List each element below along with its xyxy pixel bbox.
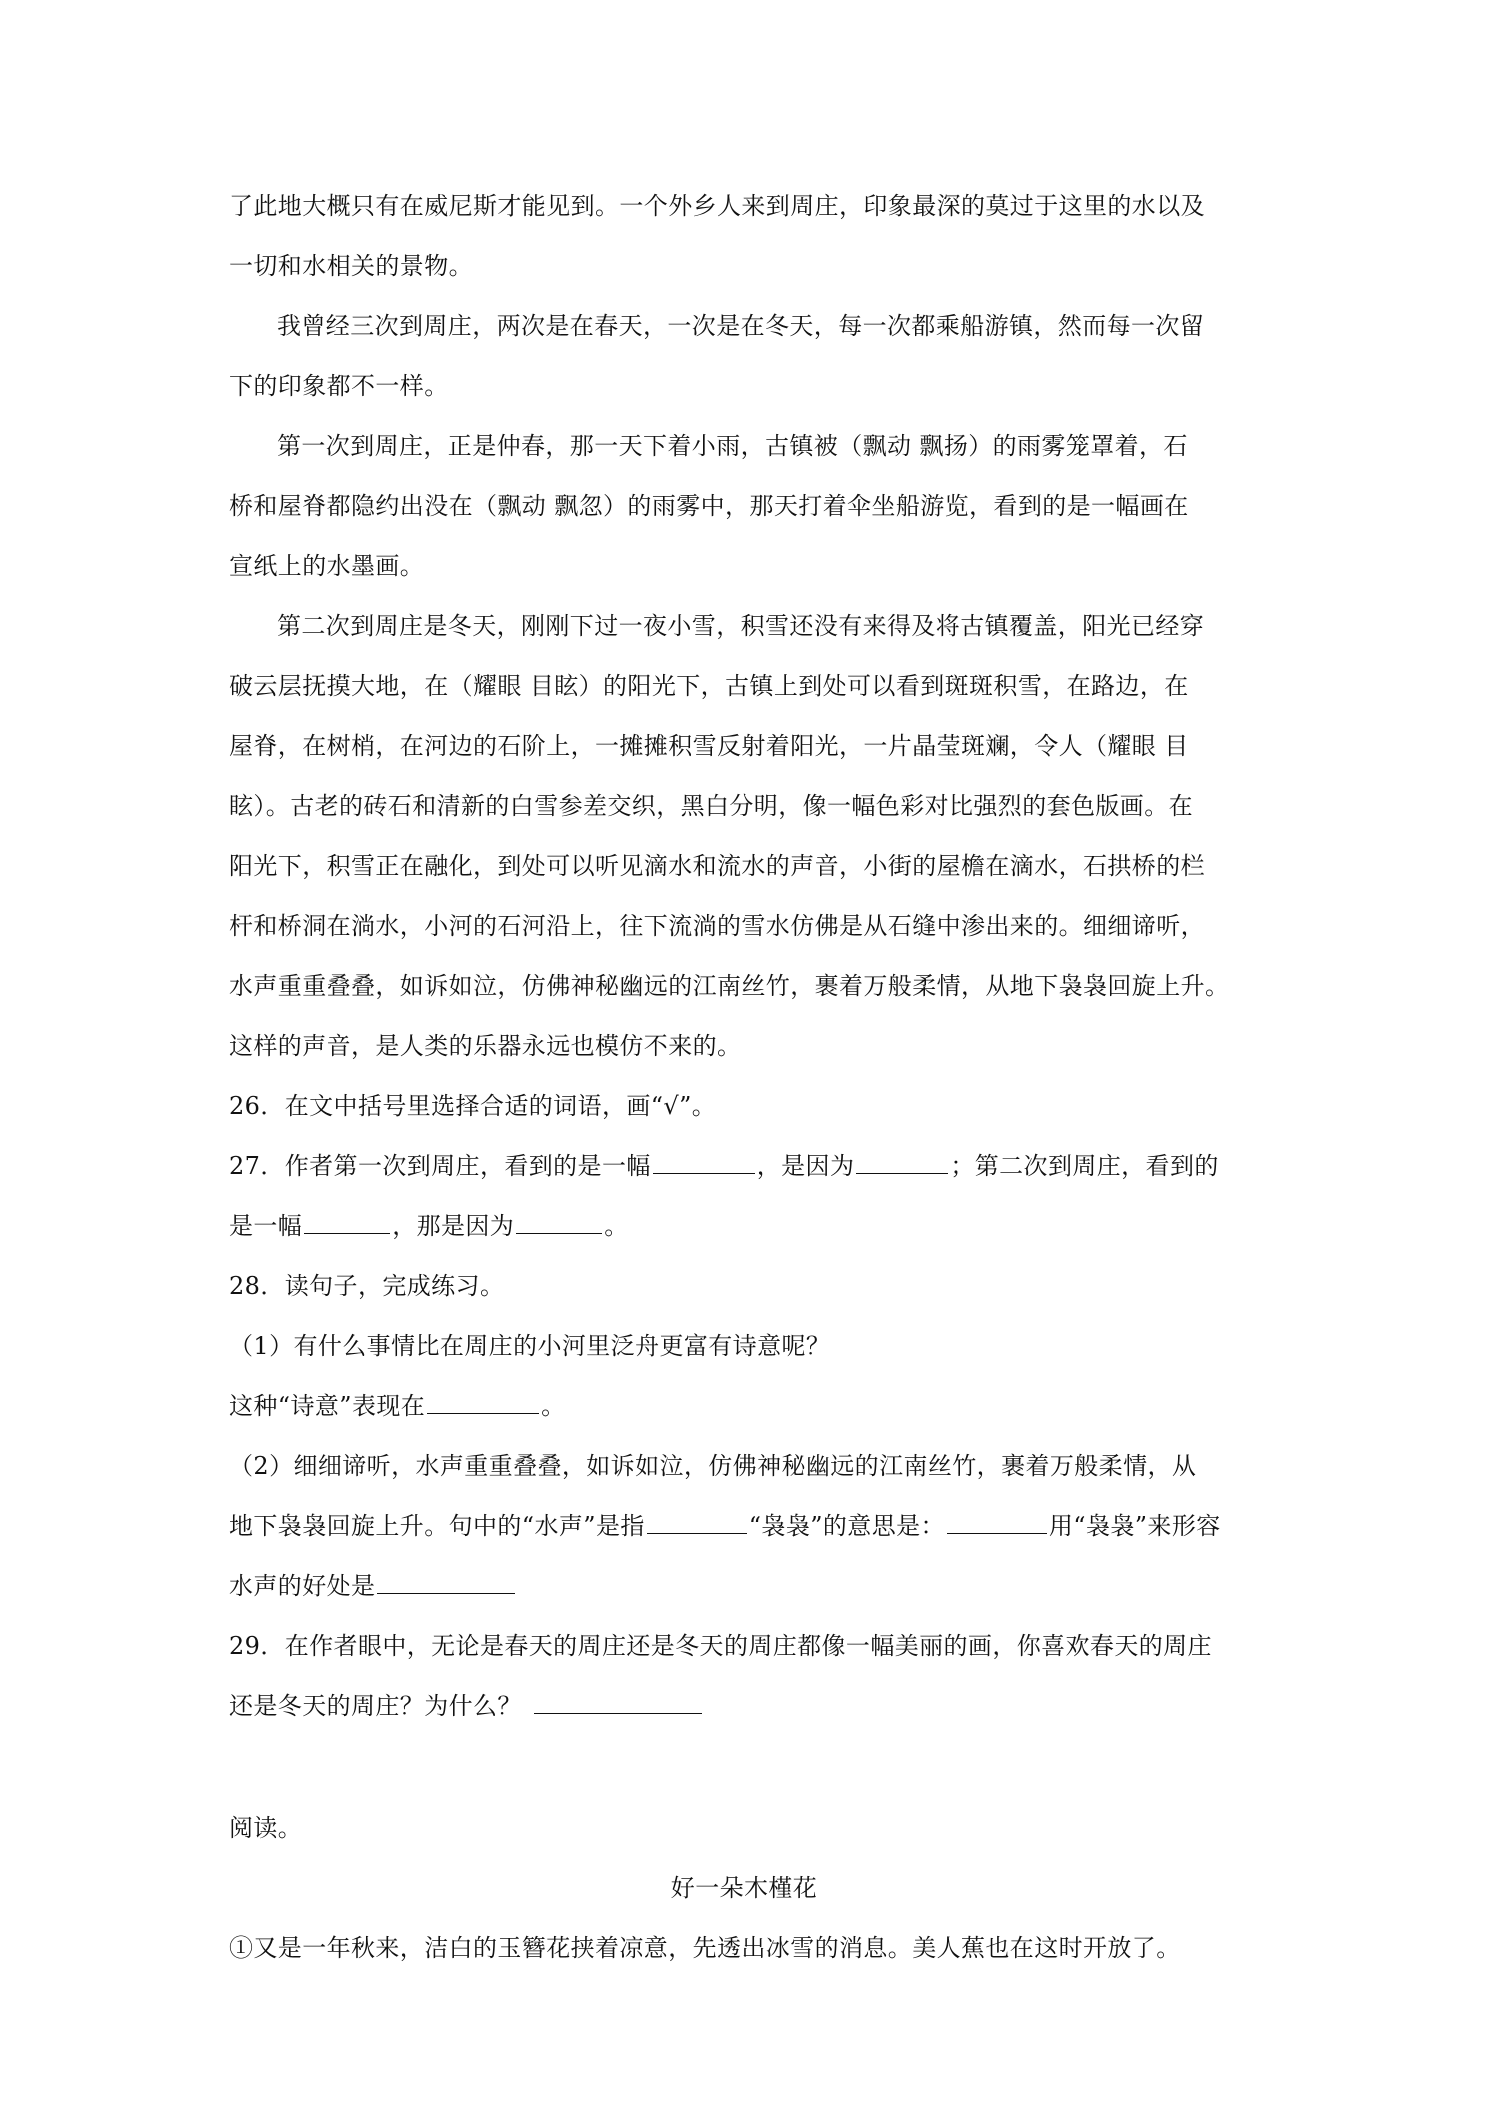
subquestion-2: （2）细细谛听，水声重重叠叠，如诉如泣，仿佛神秘幽远的江南丝竹，裹着万般柔情，从 <box>229 1452 1197 1480</box>
text-line <box>229 1376 1259 1436</box>
passage-paragraph-4 <box>229 596 1259 1076</box>
text-line: 一切和水相关的景物。 <box>229 252 473 280</box>
text-line: 屋脊，在树梢，在河边的石阶上，一摊摊积雪反射着阳光，一片晶莹斑斓，令人（耀眼 目 <box>229 732 1189 760</box>
question-text: 是一幅 <box>229 1212 303 1240</box>
text-line: 第一次到周庄，正是仲春，那一天下着小雨，古镇被（飘动 飘扬）的雨雾笼罩着，石 <box>277 432 1188 460</box>
text-line: 29．在作者眼中，无论是春天的周庄还是冬天的周庄都像一幅美丽的画，你喜欢春天的周庄 <box>229 1632 1212 1660</box>
text-line <box>229 1676 1259 1736</box>
text-line: 杆和桥洞在淌水，小河的石河沿上，往下流淌的雪水仿佛是从石缝中渗出来的。细细谛听， <box>229 912 1205 940</box>
text-line: ①又是一年秋来，洁白的玉簪花挟着凉意，先透出冰雪的消息。美人蕉也在这时开放了。 <box>229 1934 1181 1962</box>
question-text: ，是因为 <box>756 1152 855 1180</box>
text-line: 阳光下，积雪正在融化，到处可以听见滴水和流水的声音，小街的屋檐在滴水，石拱桥的栏 <box>229 852 1205 880</box>
question-28 <box>229 1256 1259 1616</box>
question-text: “袅袅”的意思是： <box>748 1512 945 1540</box>
section-label: 阅读。 <box>229 1814 303 1842</box>
question-26: 26．在文中括号里选择合适的词语，画“√”。 <box>229 1092 717 1120</box>
question-text: 地下袅袅回旋上升。句中的“水声”是指 <box>229 1512 645 1540</box>
answer-blank[interactable] <box>304 1211 390 1234</box>
text-line <box>229 1196 1259 1256</box>
question-29 <box>229 1616 1259 1736</box>
text-line: 破云层抚摸大地，在（耀眼 目眩）的阳光下，古镇上到处可以看到斑斑积雪，在路边，在 <box>229 672 1189 700</box>
passage-title: 好一朵木槿花 <box>670 1874 818 1902</box>
document-page <box>229 176 1259 1978</box>
answer-blank[interactable] <box>377 1571 515 1594</box>
question-text: 这种“诗意”表现在 <box>229 1392 426 1420</box>
answer-blank[interactable] <box>947 1511 1047 1534</box>
question-text: ；第二次到周庄，看到的 <box>950 1152 1219 1180</box>
text-line: 宣纸上的水墨画。 <box>229 552 425 580</box>
passage-paragraph-2 <box>229 296 1259 416</box>
text-line <box>229 1136 1259 1196</box>
text-line <box>229 1496 1259 1556</box>
section-gap <box>229 1736 1259 1798</box>
answer-blank[interactable] <box>427 1391 539 1414</box>
answer-blank[interactable] <box>856 1151 948 1174</box>
question-heading: 28．读句子，完成练习。 <box>229 1272 505 1300</box>
subquestion-1: （1）有什么事情比在周庄的小河里泛舟更富有诗意呢？ <box>229 1332 831 1360</box>
question-text: 用“袅袅”来形容 <box>1048 1512 1221 1540</box>
text-line: 桥和屋脊都隐约出没在（飘动 飘忽）的雨雾中，那天打着伞坐船游览，看到的是一幅画在 <box>229 492 1189 520</box>
answer-blank[interactable] <box>534 1691 702 1714</box>
answer-blank[interactable] <box>653 1151 755 1174</box>
text-line: 下的印象都不一样。 <box>229 372 449 400</box>
answer-blank[interactable] <box>647 1511 747 1534</box>
question-text: 水声的好处是 <box>229 1572 376 1600</box>
text-line: 水声重重叠叠，如诉如泣，仿佛神秘幽远的江南丝竹，裹着万般柔情，从地下袅袅回旋上升。 <box>229 972 1230 1000</box>
text-line: 了此地大概只有在威尼斯才能见到。一个外乡人来到周庄，印象最深的莫过于这里的水以及 <box>229 192 1205 220</box>
answer-blank[interactable] <box>516 1211 602 1234</box>
text-line: 眩）。古老的砖石和清新的白雪参差交织，黑白分明，像一幅色彩对比强烈的套色版画。在 <box>229 792 1193 820</box>
text-line: 第二次到周庄是冬天，刚刚下过一夜小雪，积雪还没有来得及将古镇覆盖，阳光已经穿 <box>277 612 1205 640</box>
text-line: 这样的声音，是人类的乐器永远也模仿不来的。 <box>229 1032 742 1060</box>
text-line: 我曾经三次到周庄，两次是在春天，一次是在冬天，每一次都乘船游镇，然而每一次留 <box>277 312 1205 340</box>
question-text: ，那是因为 <box>392 1212 515 1240</box>
question-text: 还是冬天的周庄？为什么？ <box>229 1692 522 1720</box>
text-line <box>229 1556 1259 1616</box>
question-27 <box>229 1136 1259 1256</box>
question-text: 。 <box>604 1212 629 1240</box>
passage-paragraph-3 <box>229 416 1259 596</box>
passage-paragraph-1 <box>229 176 1259 296</box>
question-text: 。 <box>541 1392 566 1420</box>
question-text: 27．作者第一次到周庄，看到的是一幅 <box>229 1152 651 1180</box>
